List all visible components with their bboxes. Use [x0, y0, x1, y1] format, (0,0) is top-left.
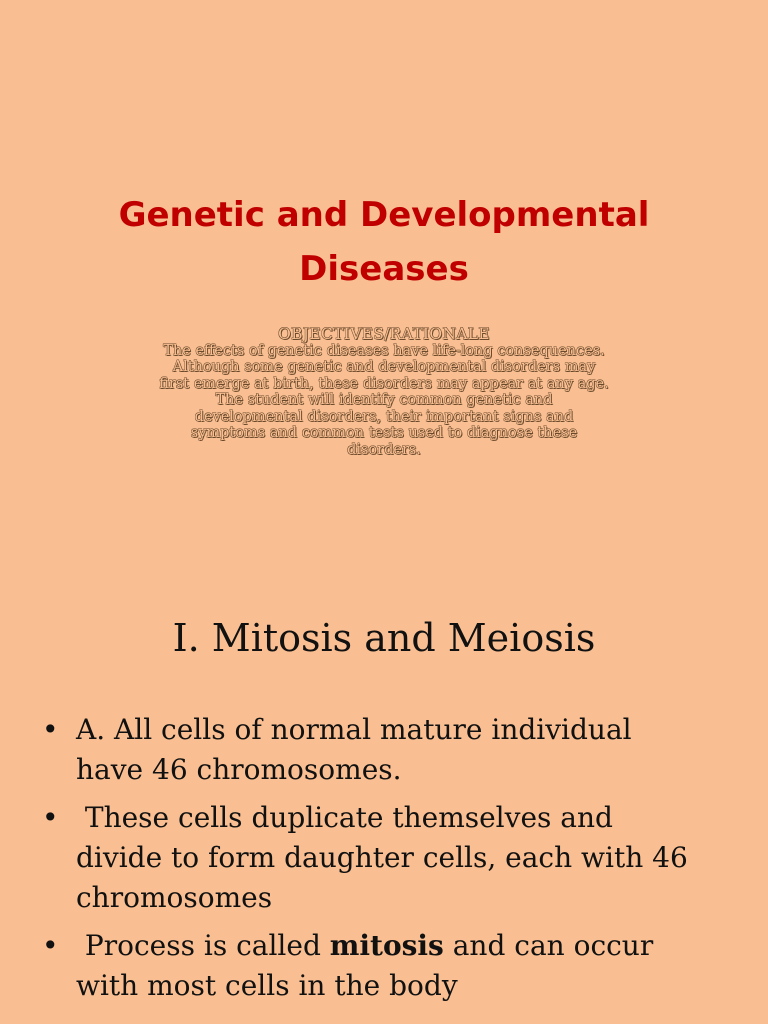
bullet-1-line-2: have 46 chromosomes.: [76, 753, 402, 786]
bullet-item-1: [40, 710, 740, 790]
bullet-3-line-1: [76, 926, 740, 966]
section-heading: I. Mitosis and Meiosis: [172, 616, 596, 660]
slide-mitosis-meiosis: [0, 576, 768, 1024]
bullet-3-prefix: Process is called: [76, 929, 330, 962]
objectives-line-5: developmental disorders, their important signs and: [194, 408, 574, 425]
title-line-1: Genetic and Developmental: [118, 195, 650, 235]
objectives-line-6: symptoms and common tests used to diagnose these: [190, 425, 578, 441]
objectives-block: [110, 326, 658, 458]
objectives-line-3: first emerge at birth, these disorders may appear at any age.: [159, 375, 609, 392]
objectives-line-4: The student will identify common genetic and: [215, 392, 553, 408]
bullet-2-line-3: chromosomes: [76, 881, 273, 914]
objectives-line-1: The effects of genetic diseases have life-long consequences.: [163, 342, 605, 359]
bullet-3-suffix: and can occur: [443, 929, 654, 962]
bullet-icon: •: [42, 801, 59, 834]
bullet-2-line-1: These cells duplicate themselves and: [76, 801, 613, 834]
bullet-icon: •: [42, 929, 59, 962]
slide-title-heading: [40, 188, 728, 296]
objectives-heading: OBJECTIVES/RATIONALE: [278, 325, 490, 343]
bullet-item-3: [40, 926, 740, 1006]
bullet-3-line-2: with most cells in the body: [76, 969, 458, 1002]
bullet-icon: •: [42, 713, 59, 746]
objectives-line-7: disorders.: [347, 441, 421, 458]
bullet-2-line-2: divide to form daughter cells, each with 46: [76, 841, 688, 874]
bullet-1-line-1: A. All cells of normal mature individual: [76, 713, 632, 746]
objectives-line-2: Although some genetic and developmental disorders may: [172, 359, 596, 375]
bullet-3-bold-term: mitosis: [329, 929, 444, 962]
bullet-item-2: [40, 798, 740, 918]
bullet-list: [40, 710, 740, 1014]
title-line-2: Diseases: [299, 249, 469, 289]
